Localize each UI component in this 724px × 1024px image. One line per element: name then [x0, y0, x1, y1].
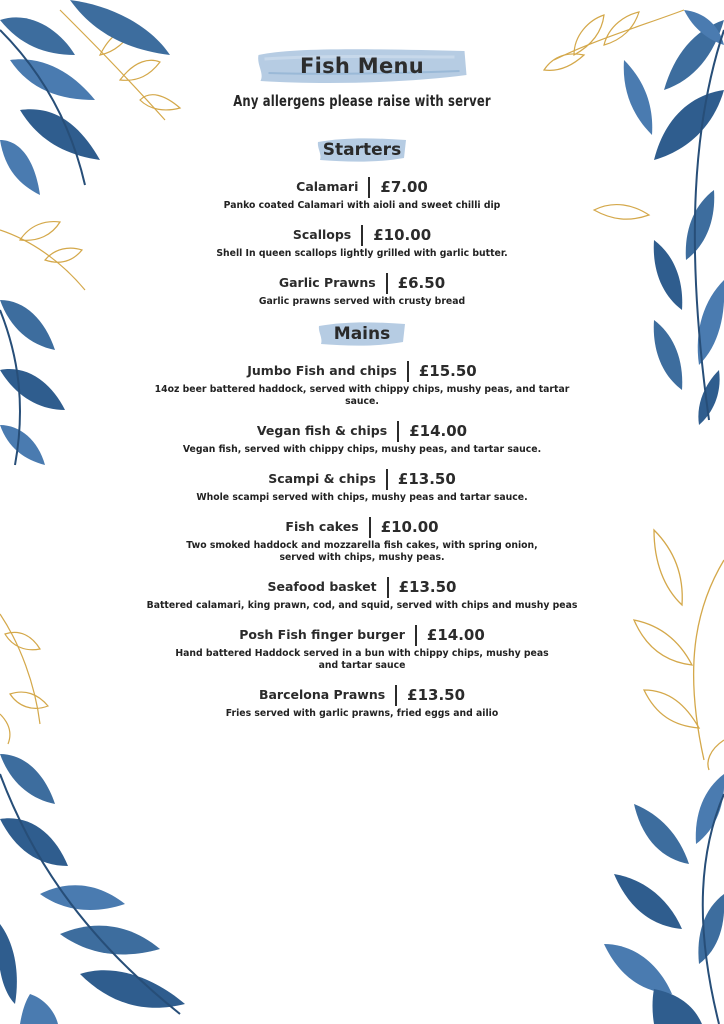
item-description: Panko coated Calamari with aioli and sweet chilli dip	[223, 200, 501, 211]
menu-content	[146, 44, 578, 720]
item-description: 14oz beer battered haddock, served with chippy chips, mushy peas, and tartar sauce.	[154, 384, 570, 407]
item-name: Scallops	[292, 227, 352, 242]
item-separator	[387, 577, 389, 598]
item-name: Jumbo Fish and chips	[247, 363, 397, 378]
item-price: £15.50	[418, 362, 477, 380]
menu-item	[150, 420, 574, 456]
item-description: Garlic prawns served with crusty bread	[258, 296, 466, 307]
item-separator	[361, 225, 363, 246]
section-mains	[318, 320, 406, 348]
item-name: Seafood basket	[267, 579, 377, 594]
menu-title: Fish Menu	[299, 54, 425, 78]
item-separator	[368, 177, 370, 198]
menu-item	[150, 224, 574, 260]
item-price: £13.50	[407, 686, 466, 704]
item-separator	[415, 625, 417, 646]
item-separator	[407, 361, 409, 382]
item-description: Hand battered Haddock served in a bun with chippy chips, mushy peas and tartar sauce	[175, 648, 549, 671]
item-name: Fish cakes	[285, 519, 359, 534]
menu-item	[150, 360, 574, 408]
item-price: £14.00	[426, 626, 485, 644]
item-price: £7.00	[380, 178, 428, 196]
item-name: Barcelona Prawns	[258, 687, 386, 702]
item-description: Shell In queen scallops lightly grilled with garlic butter.	[216, 248, 508, 259]
menu-item	[150, 516, 574, 564]
item-description: Vegan fish, served with chippy chips, mushy peas, and tartar sauce.	[182, 444, 542, 455]
item-name: Vegan fish & chips	[256, 423, 388, 438]
item-name: Scampi & chips	[268, 471, 376, 486]
item-name: Garlic Prawns	[278, 275, 376, 290]
section-title-mains: Mains	[333, 324, 391, 344]
menu-item	[150, 468, 574, 504]
item-description: Two smoked haddock and mozzarella fish cakes, with spring onion, served with chips, mushy peas.	[186, 540, 538, 563]
item-name: Calamari	[296, 179, 359, 194]
leaf-decoration-left-middle	[0, 210, 100, 470]
menu-item	[150, 624, 574, 672]
leaf-decoration-bottom-right	[594, 774, 724, 1024]
item-description: Battered calamari, king prawn, cod, and squid, served with chips and mushy peas	[146, 600, 578, 611]
item-price: £13.50	[398, 578, 457, 596]
item-separator	[386, 273, 388, 294]
item-separator	[369, 517, 371, 538]
menu-item	[146, 576, 578, 612]
menu-item	[150, 684, 574, 720]
allergen-notice: Any allergens please raise with server	[233, 92, 491, 110]
leaf-decoration-right-gold	[614, 530, 724, 770]
menu-item	[150, 272, 574, 308]
item-price: £14.00	[409, 422, 468, 440]
section-title-starters: Starters	[322, 140, 402, 160]
title-banner	[272, 48, 452, 84]
section-starters	[307, 136, 417, 164]
menu-item	[150, 176, 574, 212]
item-name: Posh Fish finger burger	[239, 627, 405, 642]
item-description: Fries served with garlic prawns, fried eggs and ailio	[225, 708, 499, 719]
item-description: Whole scampi served with chips, mushy peas and tartar sauce.	[196, 492, 528, 503]
item-price: £10.00	[380, 518, 439, 536]
item-price: £10.00	[373, 226, 432, 244]
item-price: £13.50	[397, 470, 456, 488]
item-separator	[386, 469, 388, 490]
item-price: £6.50	[397, 274, 446, 292]
item-separator	[397, 421, 399, 442]
item-separator	[395, 685, 397, 706]
